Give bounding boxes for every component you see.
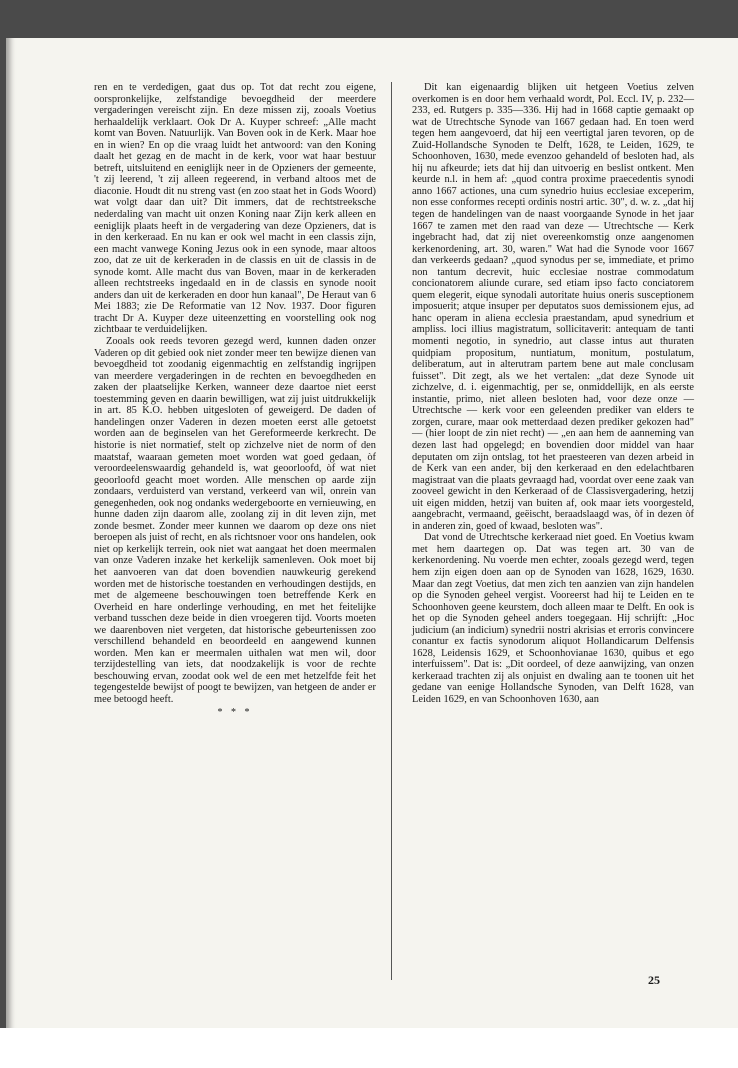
right-column	[412, 82, 694, 706]
book-page	[6, 38, 738, 1028]
bottom-margin	[0, 1028, 738, 1068]
page-number: 25	[648, 973, 660, 987]
right-paragraph-2: Dat vond de Utrechtsche kerkeraad niet goed. En Voetius kwam met hem daartegen op. Dat was tegen art. 30 van de kerkenordening. Nu voerde men echter, zooals gezegd werd, tegen hem zijn eigen doen aan op de Synoden van 1628, 1629, 1630. Maar dan zegt Voetius, dat men zich ten aanzien van zijn handelen op die Synoden geheel vergist. Vooreerst had hij te Leiden en te Schoonhoven geene keurstem, doch alleen maar te Delft. En ook is het op die Synoden geheel anders toegegaan. Hij schrijft: „Hoc judicium (an indicium) synedrii nostri akrisias et erroris convincere conantur ex factis synodorum aliquot Hollandicarum Delfensis 1628, Leidensis 1629, et Schoonhovianae 1630, quibus et ego interfuissem". Dat is: „Dit oordeel, of deze aanwijzing, van onzen kerkeraad trachten zij als onjuist en dwaling aan te toonen uit het gedane van eenige Hollandsche Synoden, van Delft 1628, van Leiden 1629, en van Schoonhoven 1630, aan	[412, 532, 694, 705]
left-paragraph-1: ren en te verdedigen, gaat dus op. Tot dat recht zou eigene, oorspronkelijke, zelfstandige bevoegdheid der meerdere vergaderingen vereischt zijn. En deze missen zij, zooals Voetius herhaaldelijk verklaart. Ook Dr A. Kuyper schreef: „Alle macht komt van Boven. Natuurlijk. Van Boven ook in de Kerk. Maar hoe en in wien? En op die vraag luidt het antwoord: van den Koning daalt het gezag en de macht in de kerk, voor wat haar bestuur betreft, uitsluitend en eeniglijk neer in de Opzieners der gemeente, 't zij leerend, 't zij alleen regeerend, in verband altoos met de diaconie. Houdt dit nu streng vast (en zoo staat het in Gods Woord) wat volgt daar dan uit? Dit immers, dat de rechtstreeksche nederdaling van macht uit onzen Koning naar Zijn kerk alleen en eeniglijk plaats heeft in de vergadering van deze Opzieners, dat is in den kerkeraad. En nu kan er ook wel macht in een classis zijn, een macht vanwege Koning Jezus ook in een synode, maar altoos zoo, dat ze uit de kerkeraden in de classis en uit de classis in de synode komt. Alle macht dus van Boven, maar in de kerkeraden alleen rechtstreeks ingedaald en in de classis en synode nooit anders dan uit de kerkeraden en door hun kanaal", De Heraut van 6 Mei 1883; zie De Reformatie van 12 Nov. 1937. Door figuren tracht Dr A. Kuyper deze uiteenzetting en voorstelling ook nog zichtbaar te verduidelijken.	[94, 82, 376, 336]
right-paragraph-1: Dit kan eigenaardig blijken uit hetgeen Voetius zelven overkomen is en door hem verhaald wordt, Pol. Eccl. IV, p. 232—233, ed. Rutgers p. 335—336. Hij had in 1668 captie gemaakt op wat de Utrechtsche Synode van 1667 gedaan had. En toen werd tegen hem aangevoerd, dat hij een veertigtal jaren tevoren, op de Zuid-Hollandsche Synoden te Delft, 1628, te Leiden, 1629, te Schoonhoven, 1630, mede evenzoo gehandeld of besloten had, als hij nu afkeurde; iets dat hij dan uitvoerig en beslist ontkent. Men keurde n.l. in hem af: „quod contra proxime praecedentis synodi anno 1667 actiones, una cum synedrio huius ecclesiae exceperim, non esse conformes recepti ordinis nostri artic. 30", d. w. z. „dat hij tegen de handelingen van de naast voorgaande Synode in het jaar 1667 te zamen met den raad van deze — Utrechtsche — Kerk ingebracht had, dat zij niet overeenkomstig onze aangenomen kerkenordening, art. 30, waren." Wat had die Synode voor 1667 dan verkeerds gedaan? „quod synodus per se, immediate, et primo non tantum decrevit, huic ecclesiae nostrae commodatum concionatorem aliunde curare, sed etiam ipso facto conciatorem quem elegerit, eique synodali autoritate huius oneris susceptionem imposuerit; atque insuper per deputatos suos demissionem ejus, ad hanc operam in aliena ecclesia praestandam, apud synedrium et ampliss. loci illius magistratum, sollicitaverit: antequam de tanti momenti negotio, in synedrio, aut classe intus aut thuraten quidpiam propositum, nuntiatum, monitum, postulatum, deliberatum, aut in alterutram partem bene aut male conclusam fuisset". Dit zegt, als we het vertalen: „dat deze Synode uit zichzelve, d. i. eigenmachtig, per se, onmiddellijk, en als eerste instantie, primo, niet alleen besloten had, voor deze onze — Utrechtsche — kerk voor een geleenden prediker van elders te zorgen, curare, maar ook metterdaad dezen prediker gekozen had" — (hier loopt de zin niet recht) — „en aan hem de aanneming van dezen last had opgelegd; en bovendien door middel van haar deputaten om zijn ontslag, tot het praesteeren van dezen arbeid in de Kerk van een ander, bij den kerkeraad en den edelachtbaren magistraat van die plaats gevraagd had, voordat over eene zaak van zooveel gewicht in den Kerkeraad of de Classisvergadering, hetzij uit eigen midden, hetzij van buiten af, ook maar iets voorgesteld, aangebracht, vermaand, geëischt, beraadslaagd was, òf in dezen òf in anderen zin, goed of kwaad, besloten was".	[412, 82, 694, 532]
left-column	[94, 82, 376, 718]
section-separator: * * *	[217, 706, 253, 718]
left-paragraph-2: Zooals ook reeds tevoren gezegd werd, kunnen daden onzer Vaderen op dit gebied ook niet zonder meer ten bewijze dienen van bevoegdheid tot zoodanig eigenmachtig en zelfstandig ingrijpen van meerdere vergaderingen in de rechten en bevoegdheden en zaken der plaatselijke Kerken, wanneer deze daartoe niet eerst toestemming geven en daarin bewilligen, wat zij juist uitdrukkelijk in art. 85 K.O. hebben uitgesloten of geweigerd. De daden of handelingen onzer Vaderen in dezen moeten eerst alle getoetst worden aan de beginselen van het Gereformeerde kerkrecht. De historie is niet normatief, stelt op zichzelve niet de norm of den maatstaf, waaraan gemeten moet worden wat goed gedaan, òf veroordeelenswaardig gehandeld is, wat geoorloofd, òf wat niet geoorloofd geacht moet worden. Alle menschen op aarde zijn zondaars, verduisterd van verstand, verkeerd van wil, onrein van genegenheden, ook nog ondanks wedergeboorte en vernieuwing, en hunne daden zijn daarom alle, zoolang zij in dit leven zijn, met zonde besmet. Zonder meer kunnen we daarom op deze ons niet beroepen als juist of recht, en als richtsnoer voor ons handelen, ook niet op kerkelijk terrein, ook niet wat aangaat het doen meermalen van onze Vaderen inzake het kerkelijk samenleven. Ook moet bij het aanvoeren van dat doen bovendien nauwkeurig gerekend worden met de historische toestanden en verhoudingen destijds, en met de algemeene beschouwingen toen betreffende Kerk en Overheid en hare onderlinge verhouding, en met het feitelijke verband tusschen deze beide in dien vroegeren tijd. Voorts moeten we daarenboven niet vergeten, dat historische gebeurtenissen zoo verschillend behandeld en beoordeeld en aangewend kunnen worden. Men kan er meermalen uithalen wat men wil, door terzijdestelling van iets, dat noodzakelijk is voor de rechte beschouwing ervan, zoodat ook wel de een met hetzelfde feit het tegengestelde bewijst of poogt te bewijzen, van hetgeen de ander er mee betoogd heeft.	[94, 336, 376, 705]
column-divider	[391, 82, 392, 980]
